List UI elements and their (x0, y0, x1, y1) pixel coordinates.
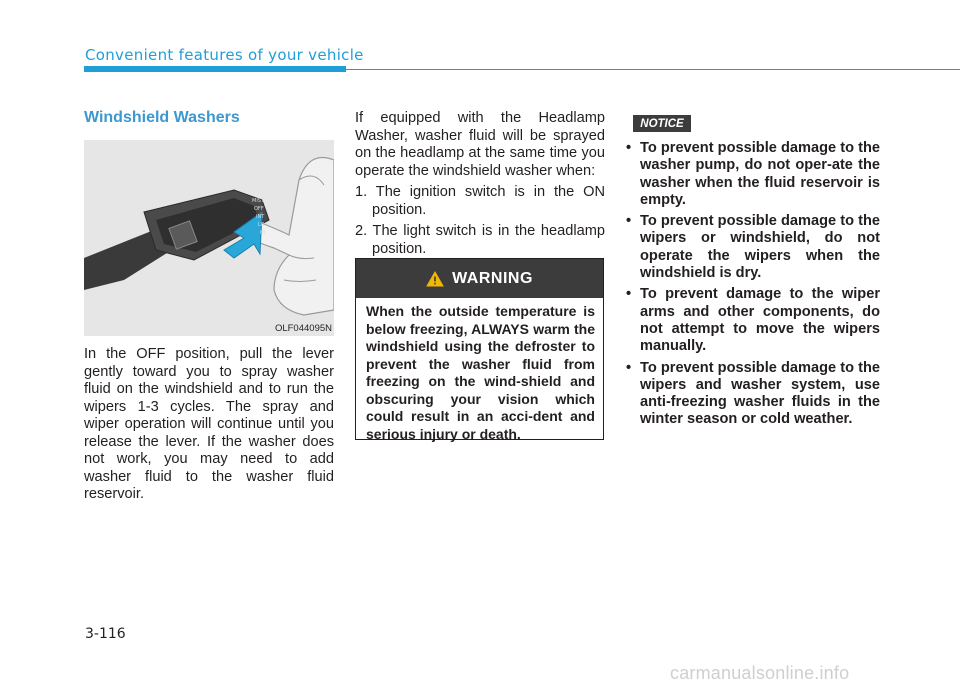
headlamp-washer-intro: If equipped with the Headlamp Washer, washer fluid will be sprayed on the headlamp at the same time you operate the windshield washer when: (355, 110, 605, 179)
chapter-title: Convenient features of your vehicle (85, 46, 364, 64)
notice-item-text: To prevent possible damage to the wipers or windshield, do not operate the wipers when the windshield is dry. (640, 213, 880, 282)
notice-item-text: To prevent damage to the wiper arms and other components, do not attempt to move the wipers manually. (640, 286, 880, 355)
header-rule (346, 69, 960, 70)
notice-item (626, 140, 880, 209)
lever-label-hi: HI (260, 230, 266, 236)
warning-header (356, 259, 603, 298)
warning-title: WARNING (452, 269, 533, 287)
warning-box (355, 258, 604, 440)
notice-list (626, 140, 880, 433)
warning-triangle-icon (426, 271, 444, 287)
watermark: carmanualsonline.info (670, 663, 850, 683)
notice-item (626, 360, 880, 429)
notice-item (626, 213, 880, 282)
bullet-marker: • (626, 359, 632, 376)
washer-instructions-paragraph: In the OFF position, pull the lever gently toward you to spray washer fluid on the windshield and to run the wipers 1-3 cycles. The spray and wiper operation will continue until you release the lever. If the washer does not work, you may need to add washer fluid to the washer fluid reservoir. (84, 346, 334, 502)
bullet-marker: • (626, 140, 632, 156)
notice-badge: NOTICE (633, 115, 691, 132)
notice-item (626, 286, 880, 355)
list-item: 1. The ignition switch is in the ON position. (355, 184, 605, 218)
headlamp-washer-section (355, 110, 605, 262)
wiper-lever-figure (84, 140, 334, 336)
list-item: 2. The light switch is in the headlamp position. (355, 223, 605, 257)
notice-item-text: To prevent possible damage to the wipers and washer system, use anti-freezing washer fluids in the winter season or cold weather. (640, 359, 880, 428)
headlamp-conditions-list (355, 184, 605, 258)
header-accent-bar (84, 66, 346, 72)
notice-item-text: To prevent possible damage to the washer pump, do not oper-ate the washer when the fluid reservoir is empty. (640, 140, 880, 208)
lever-label-lo: LO (258, 222, 265, 228)
lever-label-mist: MIST (252, 198, 265, 204)
lever-label-off: OFF (254, 206, 264, 212)
bullet-marker: • (626, 286, 632, 303)
lever-label-int: INT (256, 214, 265, 220)
page-number: 3-116 (85, 626, 126, 642)
section-title: Windshield Washers (84, 109, 240, 126)
bullet-marker: • (626, 213, 632, 230)
wiper-lever-illustration (84, 140, 334, 336)
figure-caption: OLF044095N (274, 323, 332, 334)
warning-text: When the outside temperature is below freezing, ALWAYS warm the windshield using the defroster to prevent the washer fluid from freezing on the wind-shield and obscuring your vision which could result in an acci-dent and serious injury or death. (366, 303, 595, 442)
